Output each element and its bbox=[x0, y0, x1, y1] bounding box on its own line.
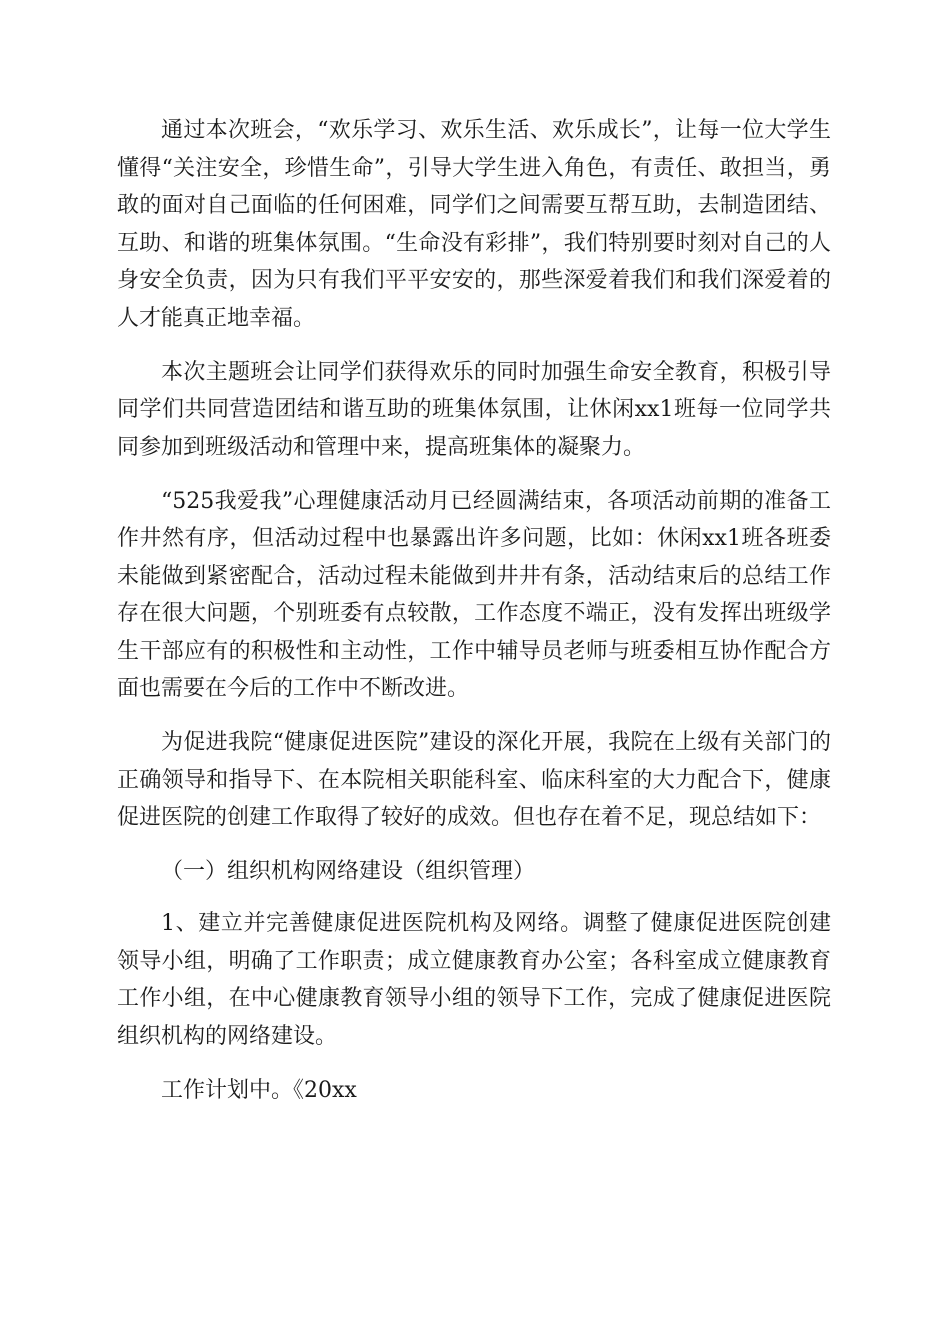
paragraph-organization-network: 1、建立并完善健康促进医院机构及网络。调整了健康促进医院创建领导小组，明确了工作职责；成立健康教育办公室；各科室成立健康教育工作小组，在中心健康教育领导小组的领导下工作，完成了健康促进医院组织机构的网络建设。 bbox=[117, 911, 831, 1049]
paragraph-work-plan-fragment: 工作计划中。《20xx bbox=[161, 1077, 357, 1103]
paragraph-safety-education: 本次主题班会让同学们获得欢乐的同时加强生命安全教育，积极引导同学们共同营造团结和谐互助的班集体氛围，让休闲xx1班每一位同学共同参加到班级活动和管理中来，提高班集体的凝聚力。 bbox=[117, 359, 831, 460]
document-body bbox=[117, 112, 831, 1109]
paragraph-class-meeting-summary: 通过本次班会，“欢乐学习、欢乐生活、欢乐成长”，让每一位大学生懂得“关注安全，珍惜生命”，引导大学生进入角色，有责任、敢担当，勇敢的面对自己面临的任何困难，同学们之间需要互帮互助，去制造团结、互助、和谐的班集体氛围。“生命没有彩排”，我们特别要时刻对自己的人身安全负责，因为只有我们平平安安的，那些深爱着我们和我们深爱着的人才能真正地幸福。 bbox=[117, 118, 831, 331]
paragraph-health-promotion-hospital: 为促进我院“健康促进医院”建设的深化开展，我院在上级有关部门的正确领导和指导下、在本院相关职能科室、临床科室的大力配合下，健康促进医院的创建工作取得了较好的成效。但也存在着不足，现总结如下： bbox=[117, 730, 831, 830]
paragraph-mental-health-month: “525我爱我”心理健康活动月已经圆满结束，各项活动前期的准备工作井然有序，但活动过程中也暴露出许多问题，比如：休闲xx1班各班委未能做到紧密配合，活动过程未能做到井井有条，活动结束后的总结工作存在很大问题，个别班委有点较散，工作态度不端正，没有发挥出班级学生干部应有的积极性和主动性，工作中辅导员老师与班委相互协作配合方面也需要在今后的工作中不断改进。 bbox=[117, 488, 831, 701]
section-heading-organization: （一）组织机构网络建设（组织管理） bbox=[161, 859, 536, 884]
